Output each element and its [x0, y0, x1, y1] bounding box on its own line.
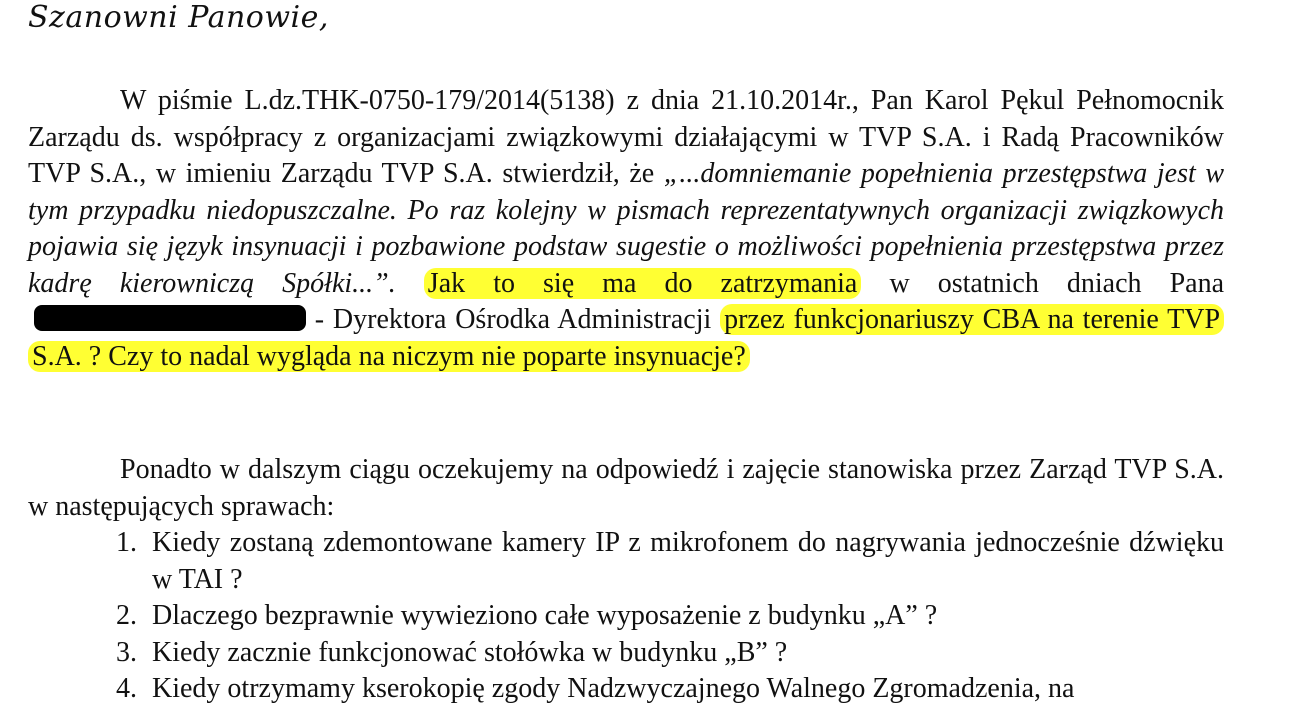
questions-list [116, 525, 1224, 708]
list-item-number: 2. [116, 600, 137, 631]
list-item [116, 671, 1224, 708]
list-item-number: 3. [116, 636, 137, 668]
highlight-detention-question: Jak to się ma do zatrzymania [424, 268, 862, 299]
quoted-statement: „...domniemanie popełnienia przestępstwa jest w tym przypadku niedopuszczalne. Po raz kolejny w pismach reprezentatywnych organizacji związkowych pojawia się język insynuacji i pozbawione podstaw sugestie o możliwości popełnienia przestępstwa przez kadrę kierowniczą Spółki...”. [28, 158, 1225, 299]
paragraph-pending-issues [28, 452, 1224, 525]
paragraph-text: W piśmie L.dz.THK-0750-179/2014(5138) z dnia 21.10.2014r., Pan Karol Pękul Pełnomocnik Zarządu ds. współpracy z organizacjami związkowymi działającymi w TVP S.A. i Radą Pracowników TVP S.A., w imieniu Zarządu TVP S.A. stwierdził, że [28, 85, 1224, 189]
salutation: Szanowni Panowie, [28, 0, 329, 35]
list-item-number: 4. [116, 673, 137, 704]
list-item-text: Dlaczego bezprawnie wywieziono całe wyposażenie z budynku „A” ? [152, 600, 938, 631]
list-item-text: Kiedy otrzymamy kserokopię zgody Nadzwyczajnego Walnego Zgromadzenia, na [152, 673, 1075, 704]
list-item-text: Kiedy zacznie funkcjonować stołówka w budynku „B” ? [152, 636, 788, 668]
list-item-number: 1. [116, 527, 137, 558]
list-item [116, 635, 1224, 672]
list-item [116, 598, 1224, 635]
highlight-cba-question: przez funkcjonariuszy CBA na terenie TVP S.A. ? Czy to nadal wygląda na niczym nie poparte insynuacje? [28, 304, 1224, 372]
paragraph-cba-response [28, 83, 1224, 375]
list-item [116, 525, 1224, 598]
redacted-name-block [34, 305, 306, 331]
list-item-text: Kiedy zostaną zdemontowane kamery IP z mikrofonem do nagrywania jednocześnie dźwięku w TAI ? [152, 527, 1224, 595]
paragraph-text: w ostatnich dniach Pana [889, 267, 1225, 299]
paragraph-text: - Dyrektora Ośrodka Administracji [314, 304, 712, 335]
paragraph-text: Ponadto w dalszym ciągu oczekujemy na odpowiedź i zajęcie stanowiska przez Zarząd TVP S.A. w następujących sprawach: [28, 454, 1224, 522]
